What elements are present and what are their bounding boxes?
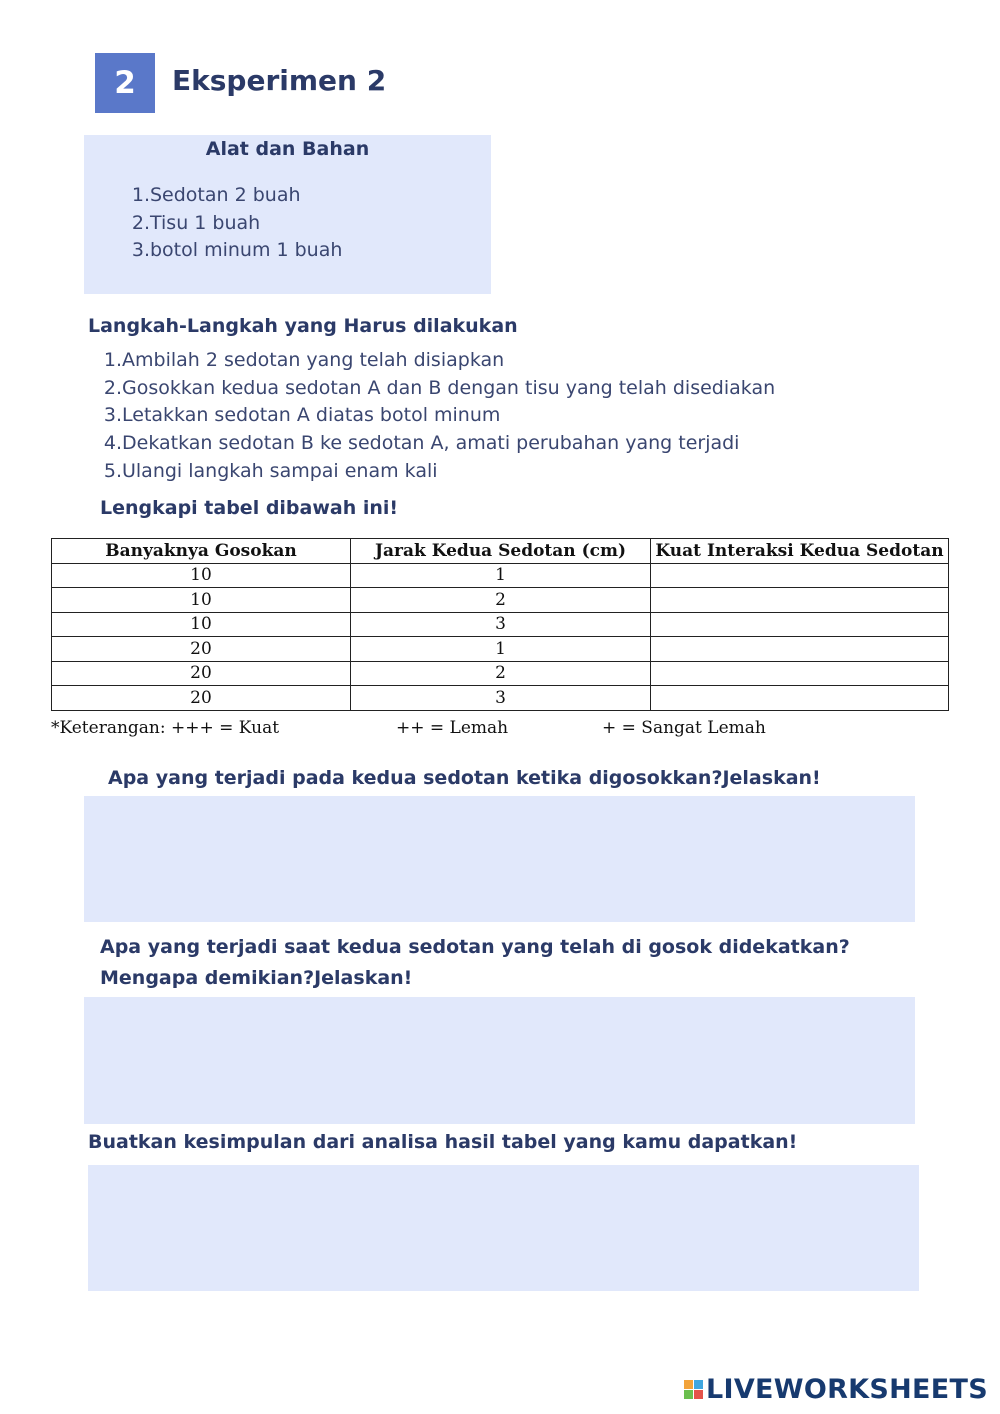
section-number-badge: 2 [95,53,155,113]
table-cell: 2 [351,588,651,613]
list-item [128,209,342,237]
answer-box-2[interactable] [84,997,915,1124]
list-text: botol minum 1 buah [150,239,343,262]
table-row [52,686,949,711]
question-1: Apa yang terjadi pada kedua sedotan ketika digosokkan?Jelaskan! [108,767,821,789]
column-header: Kuat Interaksi Kedua Sedotan [651,539,949,564]
table-instruction: Lengkapi tabel dibawah ini! [100,497,399,519]
list-text: Gosokkan kedua sedotan A dan B dengan tisu yang telah disediakan [122,376,776,399]
steps-title: Langkah-Langkah yang Harus dilakukan [88,315,518,337]
list-item [100,374,775,402]
table-cell: 20 [52,686,351,711]
list-text: Dekatkan sedotan B ke sedotan A, amati perubahan yang terjadi [122,432,740,455]
list-item [100,346,775,374]
table-cell: 20 [52,637,351,662]
list-item [128,181,342,209]
table-cell: 10 [52,612,351,637]
list-item [100,429,775,457]
list-number: 2. [131,211,150,234]
logo-square [694,1380,703,1389]
list-item [100,402,775,430]
answer-cell[interactable] [651,588,949,613]
data-table [51,538,949,711]
list-item [128,237,342,265]
page-title: Eksperimen 2 [172,64,387,97]
answer-cell[interactable] [651,686,949,711]
legend-weak: ++ = Lemah [396,718,509,738]
tools-list [128,181,342,264]
table-row [52,661,949,686]
table-cell: 1 [351,563,651,588]
tools-box [84,135,491,294]
table-cell: 20 [52,661,351,686]
answer-box-3[interactable] [88,1165,919,1291]
table-row [52,612,949,637]
table-cell: 10 [52,563,351,588]
table-cell: 10 [52,588,351,613]
list-number: 1. [131,183,150,206]
table-cell: 3 [351,612,651,637]
table-header-row [52,539,949,564]
list-text: Sedotan 2 buah [150,183,301,206]
table-legend [51,718,951,742]
liveworksheets-logo [684,1374,988,1405]
answer-cell[interactable] [651,637,949,662]
table-cell: 2 [351,661,651,686]
column-header: Banyaknya Gosokan [52,539,351,564]
tools-title: Alat dan Bahan [205,138,370,160]
question-2-line-1: Apa yang terjadi saat kedua sedotan yang telah di gosok didekatkan? [100,936,850,958]
brand-name: LIVEWORKSHEETS [705,1374,988,1405]
list-item [100,457,775,485]
list-text: Ambilah 2 sedotan yang telah disiapkan [122,348,505,371]
column-header: Jarak Kedua Sedotan (cm) [351,539,651,564]
table-cell: 3 [351,686,651,711]
list-text: Ulangi langkah sampai enam kali [122,460,438,483]
list-number: 3. [131,239,150,262]
list-number: 1. [103,348,122,371]
question-2-line-2: Mengapa demikian?Jelaskan! [100,967,413,989]
list-text: Letakkan sedotan A diatas botol minum [122,404,501,427]
legend-strong: *Keterangan: +++ = Kuat [51,718,280,738]
logo-square [684,1380,693,1389]
list-number: 5. [103,460,122,483]
table-cell: 1 [351,637,651,662]
table-row [52,588,949,613]
answer-cell[interactable] [651,661,949,686]
answer-cell[interactable] [651,563,949,588]
answer-box-1[interactable] [84,796,915,922]
list-text: Tisu 1 buah [150,211,261,234]
steps-list [100,346,775,485]
logo-square [694,1390,703,1399]
legend-very-weak: + = Sangat Lemah [602,718,766,738]
logo-grid-icon [684,1380,703,1399]
table-row [52,563,949,588]
logo-square [684,1390,693,1399]
table-row [52,637,949,662]
question-3: Buatkan kesimpulan dari analisa hasil tabel yang kamu dapatkan! [88,1131,798,1153]
list-number: 2. [103,376,122,399]
list-number: 4. [103,432,122,455]
list-number: 3. [103,404,122,427]
answer-cell[interactable] [651,612,949,637]
